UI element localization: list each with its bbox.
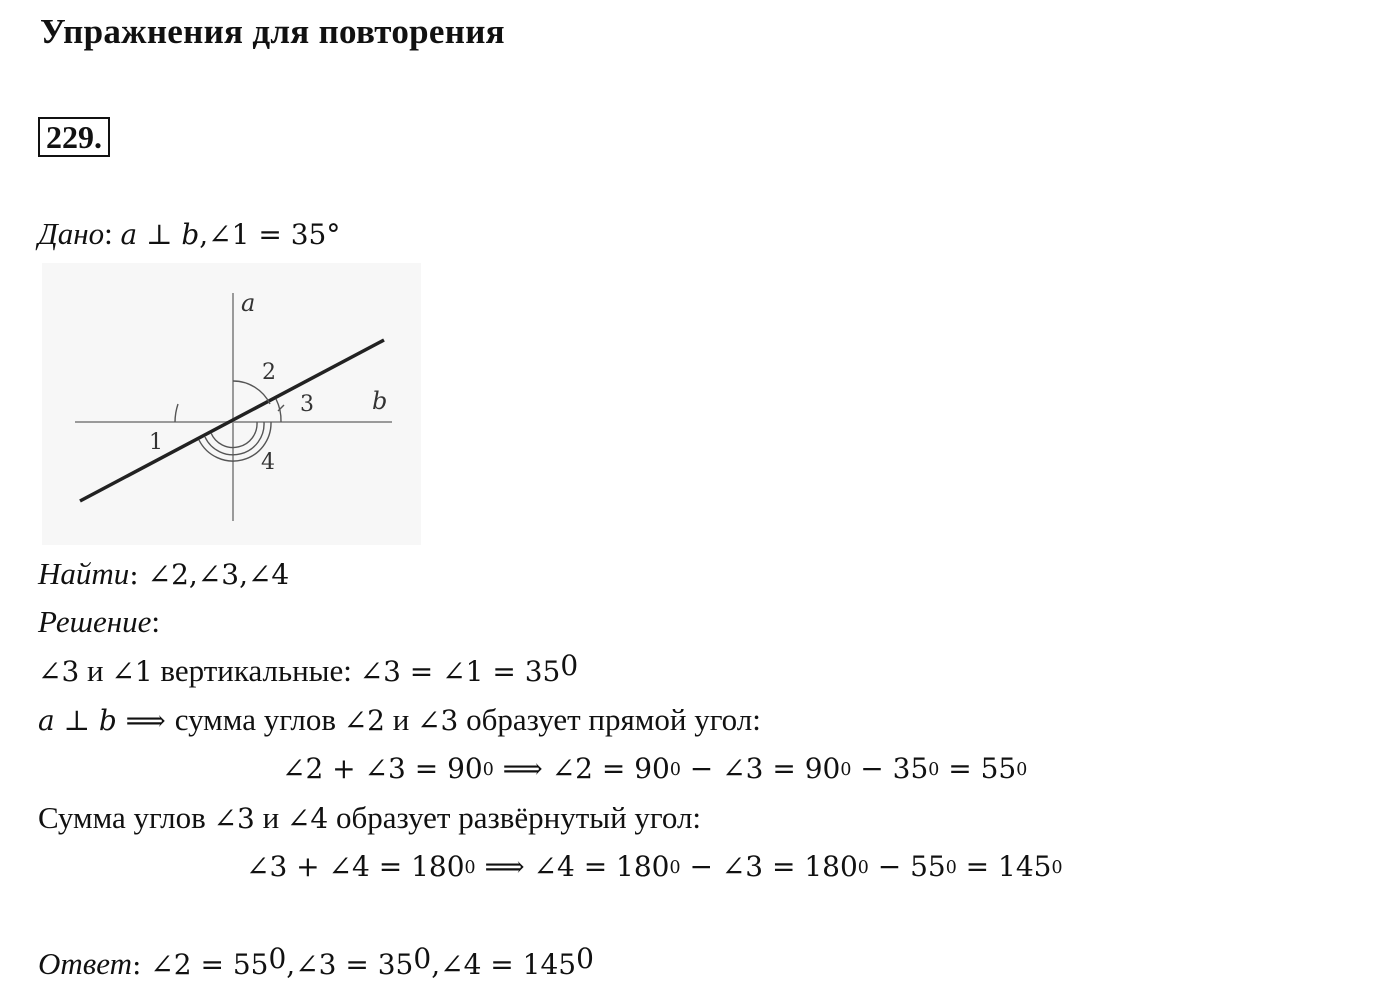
step3-angle4: ∠4 bbox=[286, 802, 329, 835]
step1-degree: 0 bbox=[560, 649, 579, 683]
step2-text1: сумма углов bbox=[174, 702, 344, 737]
solution-colon: : bbox=[151, 604, 160, 639]
solution-label: Решение bbox=[38, 604, 152, 639]
figure-label-1: 1 bbox=[149, 430, 163, 455]
step2-a: a bbox=[38, 704, 55, 737]
solution-line bbox=[38, 604, 160, 640]
step1-text: вертикальные: bbox=[152, 653, 360, 688]
solution-step-perpendicular bbox=[38, 702, 761, 739]
find-values: : ∠2,∠3,∠4 bbox=[129, 558, 290, 591]
figure-label-4: 4 bbox=[261, 450, 275, 475]
given-perp: ⊥ bbox=[137, 218, 182, 251]
find-label: Найти bbox=[38, 556, 130, 591]
step2-implies: ⟹ bbox=[116, 704, 175, 737]
step2-text2: и bbox=[385, 702, 418, 737]
given-label: Дано bbox=[38, 216, 105, 251]
step3-text2: и bbox=[254, 800, 287, 835]
step1-angle3: ∠3 bbox=[38, 655, 80, 688]
figure-background bbox=[42, 263, 421, 545]
step2-angle3: ∠3 bbox=[417, 704, 459, 737]
step3-text1: Сумма углов bbox=[38, 800, 214, 835]
given-line-b: b bbox=[181, 218, 200, 251]
equation-straight-angle: ∠3 + ∠4 = $180^0$ ⟹ ∠4 = $180^0$ − ∠3 = $180^0 - 55^0 = 145^0$ bbox=[246, 850, 1063, 883]
step3-text3: образует развёрнутый угол: bbox=[328, 800, 702, 835]
given-line-a: a bbox=[120, 218, 138, 251]
answer-label: Ответ bbox=[38, 946, 132, 981]
given-colon: : bbox=[104, 216, 121, 251]
geometry-figure bbox=[42, 263, 421, 545]
exercise-number: 229. bbox=[38, 117, 110, 157]
solution-step-vertical bbox=[38, 649, 579, 690]
equation-right-angle: ∠2 + ∠3 = $90^0$ ⟹ ∠2 = $90^0$ − ∠3 = $90^0 - 35^0 = 55^0$ bbox=[282, 752, 1028, 785]
given-angle: ,∠1 = 35° bbox=[199, 218, 341, 251]
answer-line: Ответ: ∠2 = $55^0,\angle 3$ = $35^0,\angle 4 = 145^0$ bbox=[38, 942, 594, 981]
step2-perp: ⊥ bbox=[54, 704, 99, 737]
figure-label-b: b bbox=[372, 387, 388, 415]
solution-step-straight bbox=[38, 800, 701, 837]
step2-text3: образует прямой угол: bbox=[458, 702, 761, 737]
find-line bbox=[38, 556, 289, 593]
step1-and: и bbox=[79, 653, 112, 688]
section-heading: Упражнения для повторения bbox=[40, 12, 505, 51]
figure-label-2: 2 bbox=[262, 360, 276, 385]
given-line bbox=[38, 216, 340, 253]
step1-equation: ∠3 = ∠1 = 35 bbox=[359, 655, 561, 688]
figure-label-a: a bbox=[241, 289, 256, 317]
step1-angle1: ∠1 bbox=[111, 655, 153, 688]
figure-label-3: 3 bbox=[300, 392, 314, 417]
step2-b: b bbox=[98, 704, 117, 737]
step3-angle3: ∠3 bbox=[213, 802, 255, 835]
step2-angle2: ∠2 bbox=[343, 704, 385, 737]
